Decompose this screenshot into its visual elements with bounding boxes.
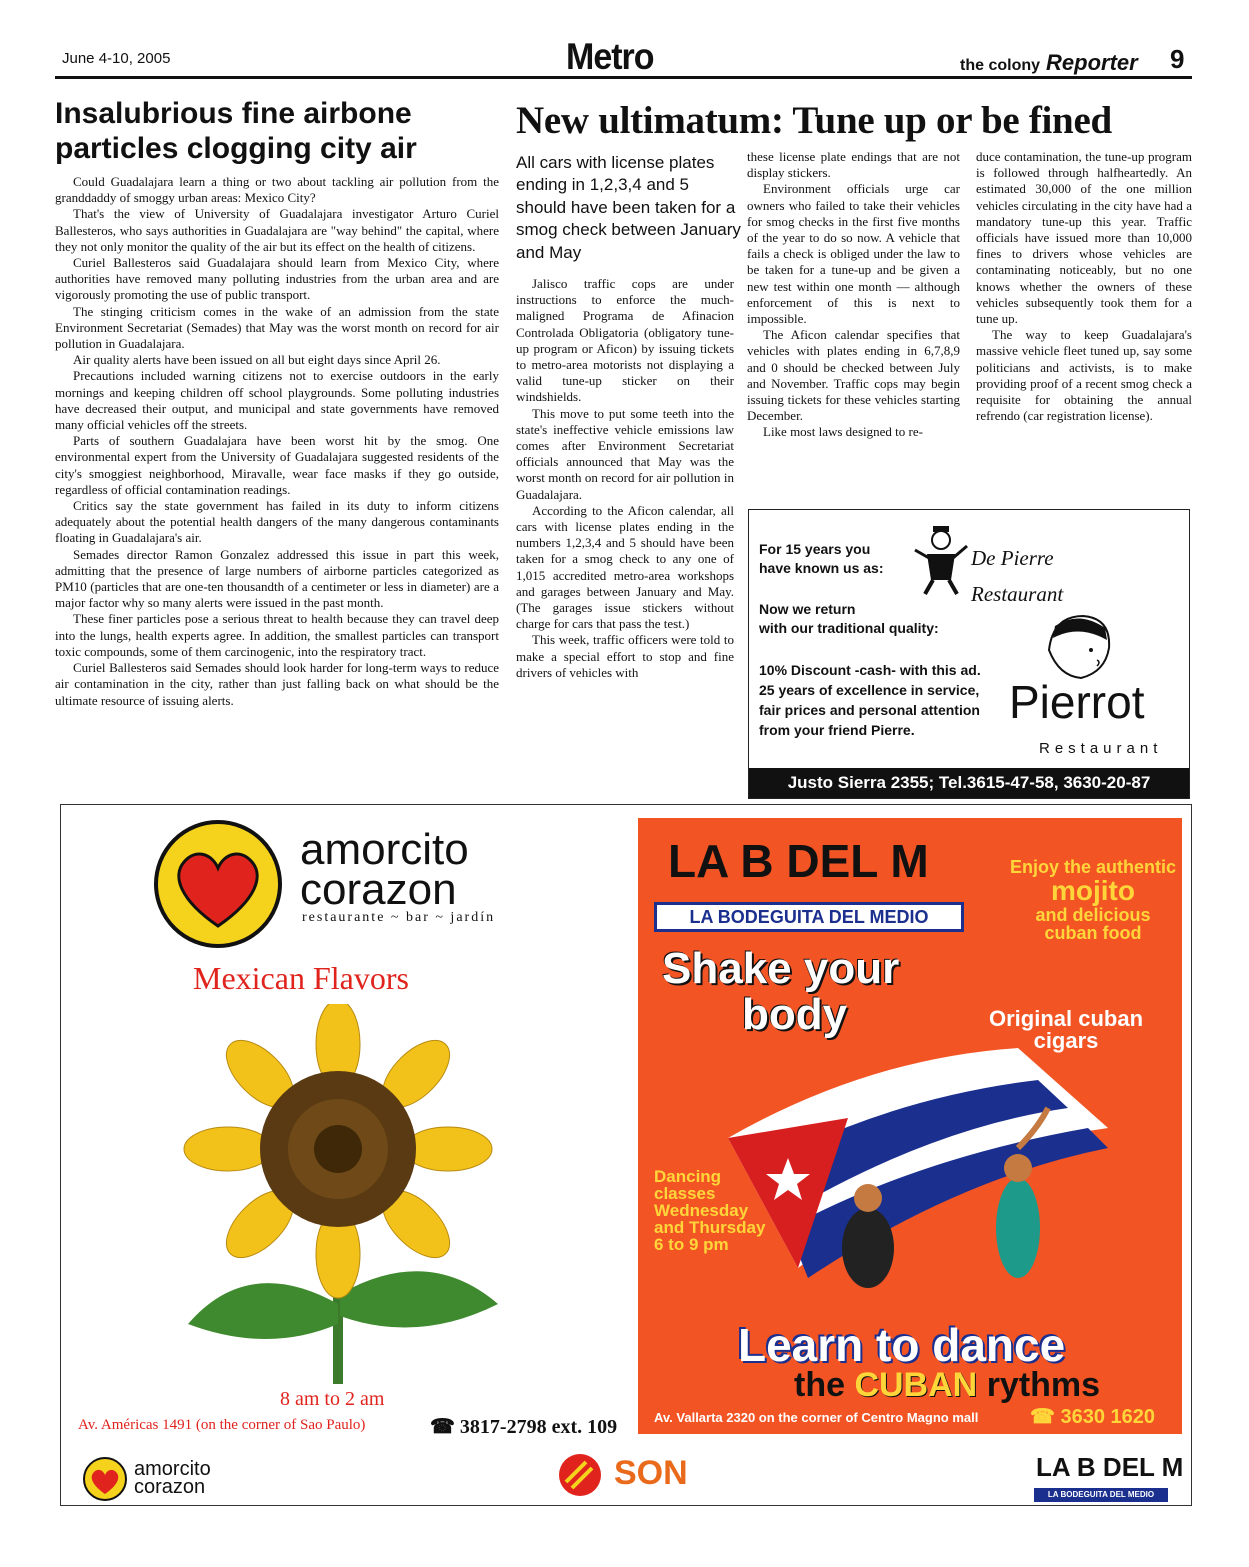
bdelm-address: Av. Vallarta 2320 on the corner of Centro Magno mall <box>654 1410 979 1425</box>
bdelm-cigars-text: Original cuban cigars <box>988 1006 1144 1053</box>
paragraph: Could Guadalajara learn a thing or two about tackling air pollution from the granddaddy of smoggy urban areas: Mexico City? <box>55 174 499 206</box>
headline-word: rythms <box>986 1366 1101 1404</box>
ad-line: have known us as: <box>759 560 884 576</box>
phone-icon: ☎ <box>1030 1406 1061 1428</box>
pierre-restaurant-ad <box>748 509 1190 799</box>
amorcito-address: Av. Américas 1491 (on the corner of Sao Paulo) <box>78 1417 366 1433</box>
paragraph: Jalisco traffic cops are under instructions to enforce the much-maligned Programa de Afinacion Controlada Obligatoria (obligatory tune-up program or Aficon) by issuing tickets to metro-area motorists not displaying a valid tune-up sticker on their windshields. <box>516 276 734 405</box>
paragraph: Semades director Ramon Gonzalez addressed this issue in part this week, admitting that the presence of large numbers of airborne particles categorized as PM10 (particles that are one-ten thousandth of a centimeter or less in diameter) are a major factor why so many alerts were issued in the past month. <box>55 546 499 611</box>
bdelm-footer-logo: LA B DEL M <box>1036 1452 1184 1482</box>
paragraph: Air quality alerts have been issued on all but eight days since April 26. <box>73 352 441 368</box>
ad-line: with our traditional quality: <box>759 620 939 636</box>
newspaper-name <box>960 50 1138 76</box>
paragraph: Precautions included warning citizens not to exercise outdoors in the early mornings and keeping children off school playgrounds. Some polluting industries have decreased their output, and municipal and state governments have removed many official vehicles off the streets. <box>55 368 499 433</box>
logo-line: corazon <box>134 1476 206 1498</box>
text-line: 6 to 9 pm <box>654 1235 729 1254</box>
article-1-body <box>55 174 499 709</box>
paragraph: This week, traffic officers were told to make a special effort to stop and fine drivers of vehicles with <box>516 632 734 680</box>
article-2-headline: New ultimatum: Tune up or be fined <box>516 99 1112 142</box>
page-number: 9 <box>1170 44 1185 74</box>
paragraph: The stinging criticism comes in the wake of an admission from the state Environment Secretariat (Semades) that May was the worst month on record for air pollution in Guadalajara. <box>55 303 499 352</box>
amorcito-slogan: Mexican Flavors <box>193 960 409 996</box>
ad-intro-text <box>759 540 883 578</box>
newspaper-name-small: the colony <box>960 57 1041 74</box>
text-line: mojito <box>1051 875 1135 906</box>
paragraph: these license plate endings that are not display stickers. <box>747 149 960 181</box>
paragraph: These finer particles pose a serious threat to health because they can travel deep into the lungs, health experts agree. In addition, the smallest particles can transport toxic compounds, some of them carcinogenic, into the respiratory tract. <box>55 611 499 659</box>
de-pierre-logo <box>971 540 1063 612</box>
paragraph: Curiel Ballesteros said Guadalajara should learn from Mexico City, where authorities have removed many polluting industries from the urban area and are vigorously promoting the use of public transport. <box>55 255 499 303</box>
bdelm-logo: LA B DEL M <box>668 835 929 887</box>
paragraph: duce contamination, the tune-up program is followed through halfheartedly. An estimated 30,000 of the one million vehicles circulating in the city have had a mandatory tune-up this year. Traffic officials have issued more than 10,000 fines to drivers whose vehicles are contaminating noticeably, but no one knows whether the owners of these vehicles subsequently took them for a tune up. <box>976 149 1192 327</box>
ad-line: 25 years of excellence in service, <box>759 682 980 698</box>
amorcito-tagline: restaurante ~ bar ~ jardín <box>302 910 496 925</box>
waiter-illustration <box>907 524 971 596</box>
paragraph: That's the view of University of Guadalajara investigator Arturo Curiel Ballesteros, who says authorities in Guadalajara are "way behind" the capital, where they not only monitor the quality of the air but its effect on the health of citizens. <box>55 206 499 254</box>
paragraph: The way to keep Guadalajara's massive vehicle fleet tuned up, say some politicians and activists, is to make providing proof of a recent smog check a requisite for obtaining the annual refrendo (car registration license). <box>976 327 1192 424</box>
bdelm-footer-sub: LA BODEGUITA DEL MEDIO <box>1034 1488 1168 1502</box>
ad-line: Now we return <box>759 601 856 617</box>
logo-line: amorcito <box>300 825 469 874</box>
cuban-rythms-headline <box>794 1366 1100 1405</box>
amorcito-logo-text <box>300 825 469 914</box>
bodeguita-ad <box>638 818 1182 1434</box>
sunflower-illustration <box>168 1004 508 1384</box>
article-2-column-3 <box>976 149 1192 424</box>
ad-line: fair prices and personal attention <box>759 702 980 718</box>
text-line: Wednesday <box>654 1201 749 1220</box>
headline-line: Shake your <box>662 944 900 993</box>
headline-word: the <box>794 1366 845 1404</box>
son-logo-mark <box>552 1452 608 1498</box>
header-rule <box>55 76 1192 79</box>
bdelm-phone <box>1030 1404 1155 1429</box>
learn-to-dance-headline: Learn to dance <box>738 1319 1066 1371</box>
article-1-headline: Insalubrious fine airbone particles clogging city air <box>55 97 417 165</box>
bdelm-banner: LA BODEGUITA DEL MEDIO <box>654 902 964 932</box>
amorcito-footer-heart-logo <box>80 1456 130 1502</box>
son-footer-logo: SON <box>614 1454 688 1492</box>
paragraph: Like most laws designed to re- <box>763 424 923 440</box>
ad-offer-text <box>759 660 981 740</box>
headline-word: CUBAN <box>854 1366 978 1404</box>
article-2-column-2 <box>747 149 960 441</box>
logo-line: Restaurant <box>971 582 1064 606</box>
text-line: classes <box>654 1184 716 1203</box>
phone-number: 3817-2798 ext. 109 <box>459 1416 618 1438</box>
issue-date: June 4-10, 2005 <box>62 50 171 67</box>
article-2-column-1 <box>516 276 734 681</box>
logo-line: amorcito <box>134 1458 211 1480</box>
amorcito-phone <box>430 1414 617 1439</box>
ad-line: from your friend Pierre. <box>759 722 915 738</box>
paragraph: This move to put some teeth into the state's ineffective vehicle emissions law comes after Environment Secretariat officials announced that May was the worst month on record for air pollution in Guadalajara. <box>516 405 734 502</box>
bdelm-enjoy-text <box>1008 858 1178 942</box>
logo-line: corazon <box>300 865 457 914</box>
text-line: and delicious cuban food <box>1035 905 1151 943</box>
paragraph: Parts of southern Guadalajara have been worst hit by the smog. One environmental expert from the University of Guadalajara suggested residents of the city's smoggiest neighborhood, Miravalle, wear face masks if they go outside, regardless of official contamination readings. <box>55 433 499 497</box>
newspaper-name-main: Reporter <box>1046 50 1138 75</box>
text-line: and Thursday <box>654 1218 766 1237</box>
paragraph: Environment officials urge car owners who failed to take their vehicles for smog checks in the first five months of the year to do so now. A vehicle that fails a check is obliged under the law to be taken for a tune-up and be given a new test within one month — although enforcement of this is next to impossible. <box>747 181 960 327</box>
amorcito-footer-logo <box>134 1460 211 1496</box>
phone-number: 3630 1620 <box>1060 1406 1156 1428</box>
amorcito-heart-logo <box>150 818 286 950</box>
text-line: Dancing <box>654 1167 722 1186</box>
paragraph: According to the Aficon calendar, all cars with license plates ending in the numbers 1,2,3,4 and 5 should have been taken for a smog check to any one of 1,015 accredited metro-area workshops and garages between January and May. (The garages issue stickers without charge for cars that pass the test.) <box>516 502 734 632</box>
ad-return-text <box>759 600 939 638</box>
paragraph: The Aficon calendar specifies that vehicles with plates ending in 6,7,8,9 and 0 should be checked between July and November. Traffic cops may begin issuing tickets for these vehicles starting December. <box>747 327 960 424</box>
article-2-deck: All cars with license plates ending in 1,2,3,4 and 5 should have been taken for a smog check between January and May <box>516 153 741 262</box>
phone-icon: ☎ <box>430 1416 460 1438</box>
text-line: Enjoy the authentic <box>1009 857 1177 877</box>
amorcito-hours: 8 am to 2 am <box>280 1388 385 1410</box>
pierrot-logo-sub: Restaurant <box>1039 740 1163 757</box>
ad-line: For 15 years you <box>759 541 871 557</box>
headline-line: body <box>742 990 848 1039</box>
paragraph: Curiel Ballesteros said Semades should look harder for long-term ways to reduce air contamination in the city, rather than just falling back on what should be the ultimate resource of issuing alerts. <box>55 660 499 708</box>
paragraph: Critics say the state government has failed in its duty to inform citizens adequately about the potential health dangers of the many dangerous contaminants floating in Guadalajara's air. <box>55 498 499 546</box>
section-title: Metro <box>566 36 654 78</box>
ad-address-bar: Justo Sierra 2355; Tel.3615-47-58, 3630-20-87 <box>749 768 1189 798</box>
cuban-flag-dancers-illustration <box>718 1018 1118 1318</box>
logo-line: De Pierre <box>971 546 1054 570</box>
ad-line: 10% Discount -cash- with this ad. <box>759 662 981 678</box>
dancing-classes-text <box>654 1168 765 1253</box>
pierrot-logo: Pierrot <box>1009 676 1145 728</box>
